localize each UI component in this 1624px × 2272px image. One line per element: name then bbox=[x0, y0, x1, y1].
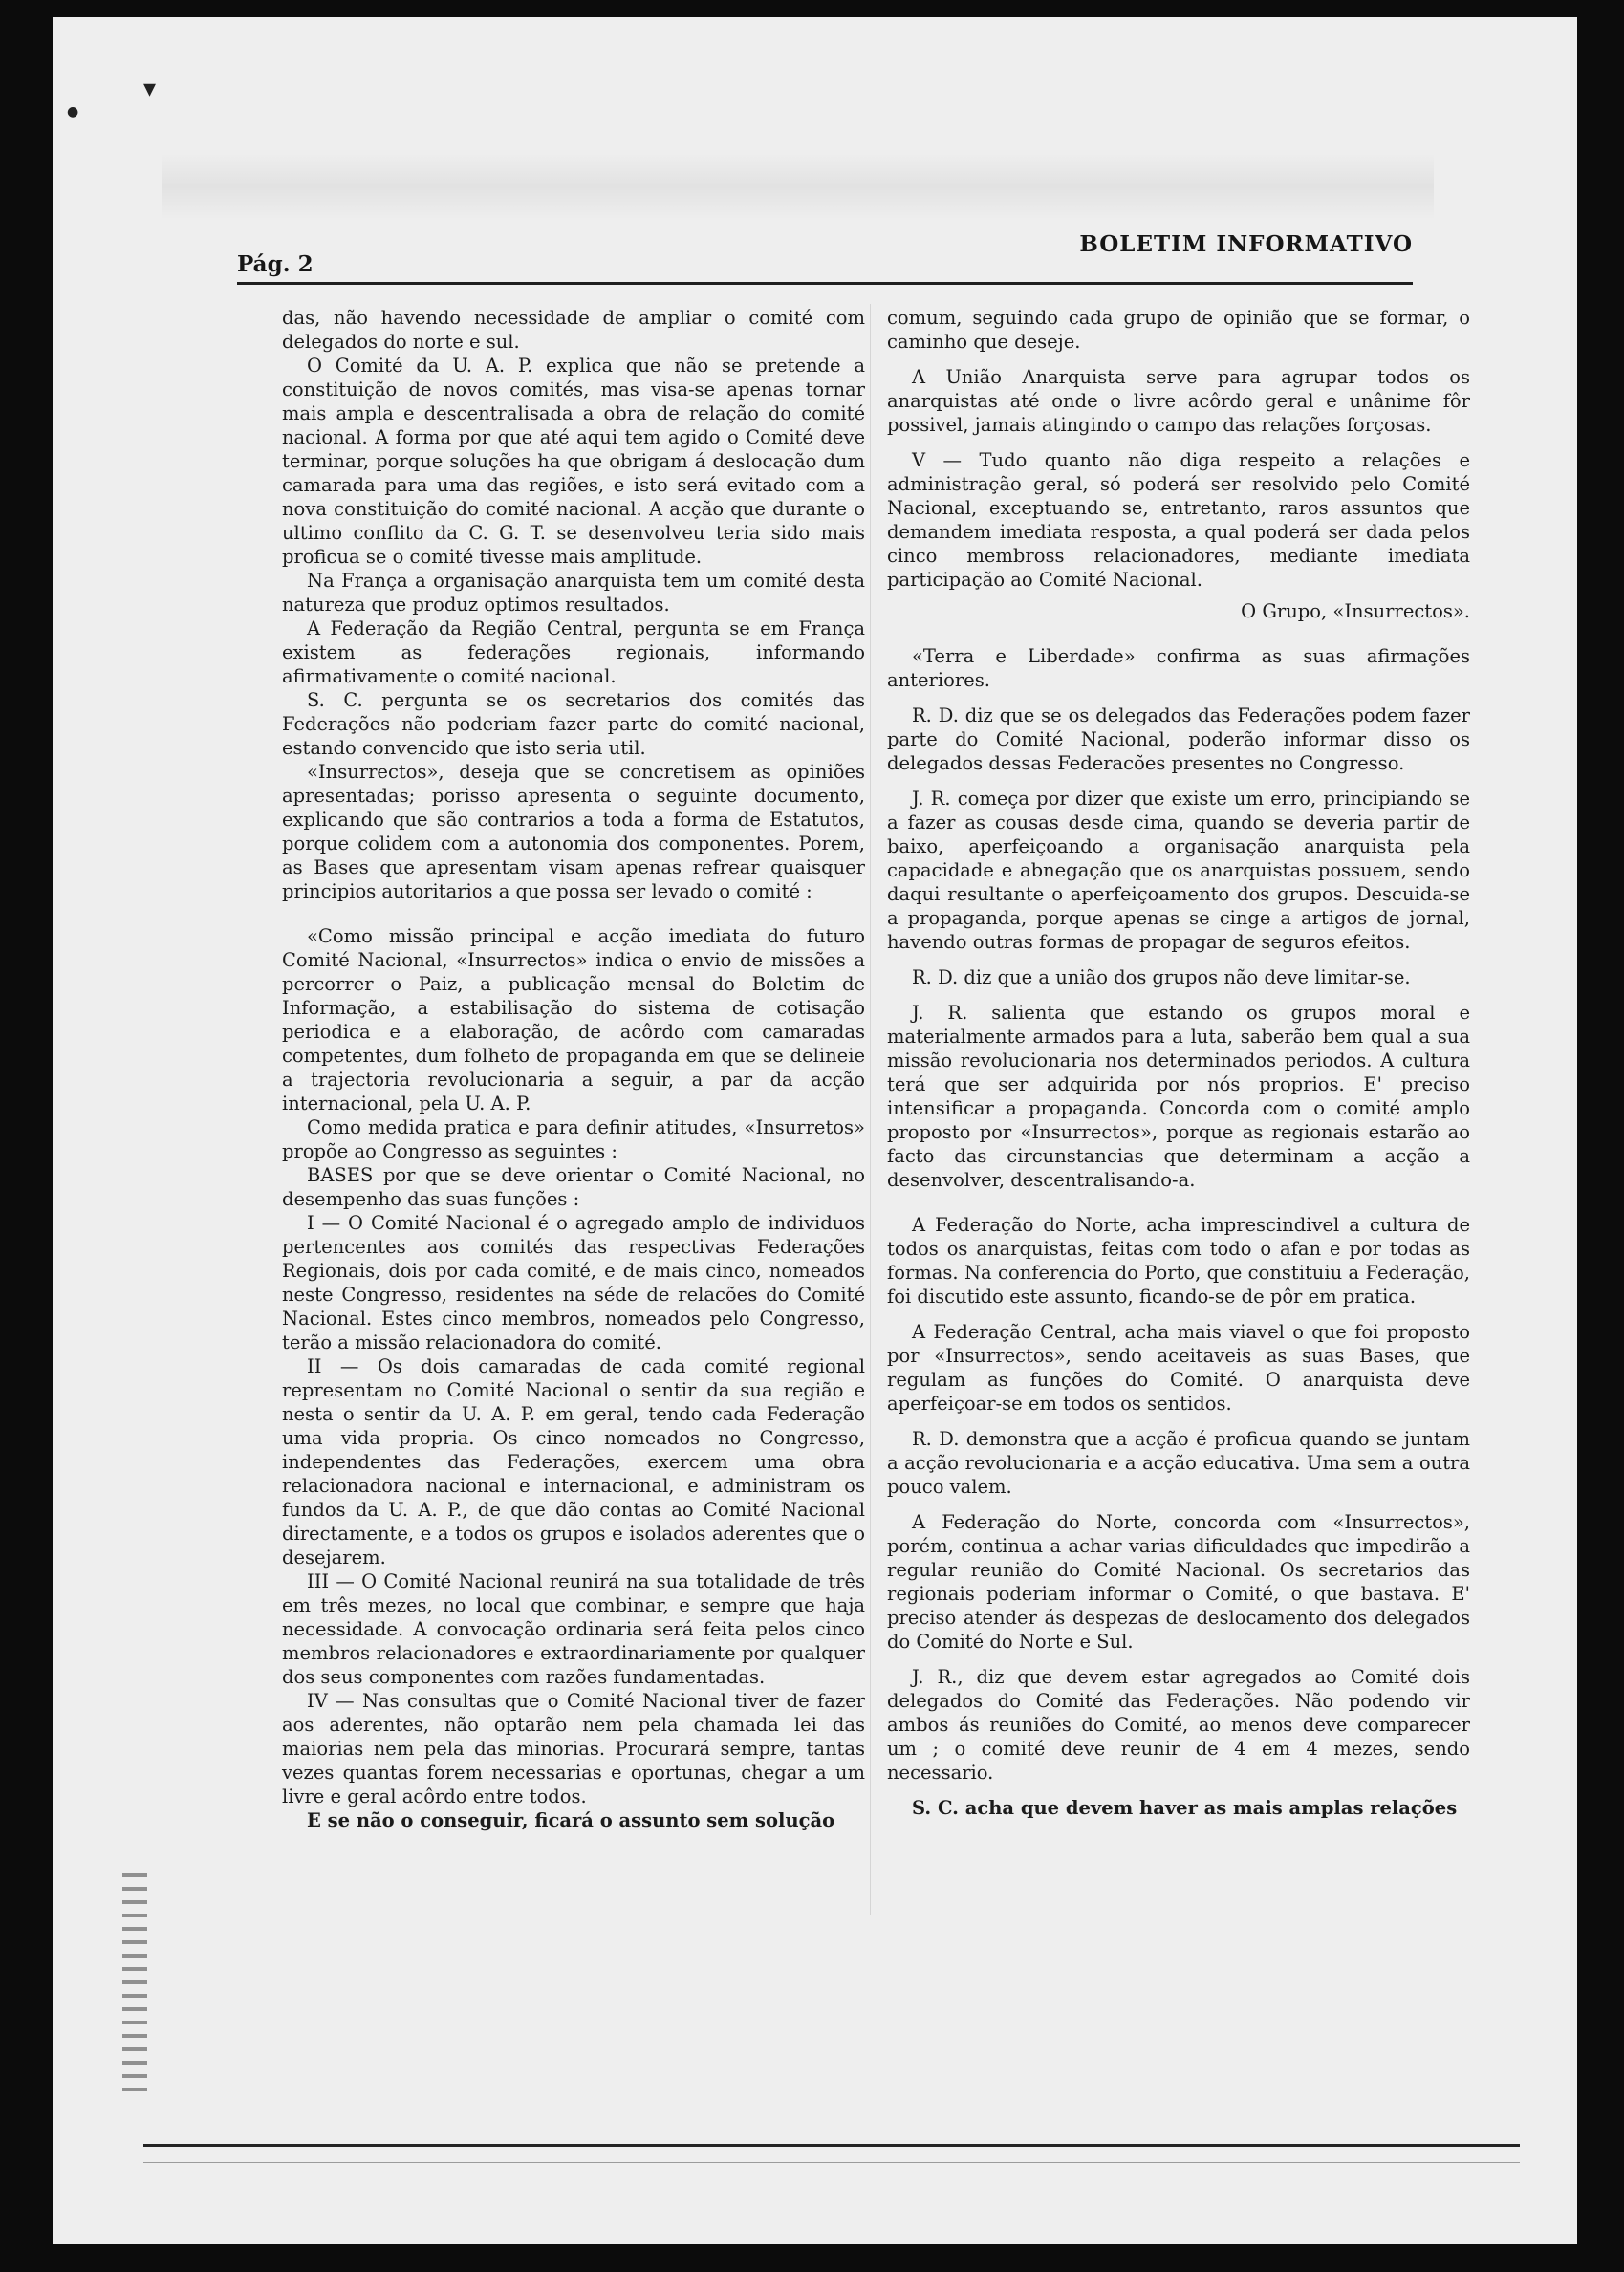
header-rule bbox=[237, 282, 1413, 285]
paragraph: V — Tudo quanto não diga respeito a relações e administração geral, só poderá ser resolvido pelo Comité Nacional, exceptuando se, entretanto, raros assuntos que demandem imediata resposta, a qual poderá ser dada pelos cinco membross relacionadores, mediante imediata participação ao Comité Nacional. bbox=[887, 449, 1470, 591]
paragraph: S. C. acha que devem haver as mais amplas relações bbox=[912, 1797, 1458, 1819]
running-header bbox=[237, 227, 1413, 279]
column-divider bbox=[870, 304, 871, 1915]
paragraph: A União Anarquista serve para agrupar todos os anarquistas até onde o livre acôrdo geral e unânime fôr possivel, jamais atingindo o campo das relações forçosas. bbox=[887, 366, 1470, 436]
paragraph: comum, seguindo cada grupo de opinião que se formar, o caminho que deseje. bbox=[887, 307, 1470, 353]
paragraph: S. C. pergunta se os secretarios dos comités das Federações não poderiam fazer parte do comité nacional, estando convencido que isto seria util. bbox=[282, 689, 865, 759]
paragraph: IV — Nas consultas que o Comité Nacional tiver de fazer aos aderentes, não optarão nem pela chamada lei das maiorias nem pela das minorias. Procurará sempre, tantas vezes quantas forem necessarias e oportunas, chegar a um livre e geral acôrdo entre todos. bbox=[282, 1690, 865, 1807]
paragraph: I — O Comité Nacional é o agregado amplo de individuos pertencentes aos comités das respectivas Federações Regionais, dois por cada comité, e de mais cinco, nomeados neste Congresso, residentes na séde de relacões do Comité Nacional. Estes cinco membros, nomeados pelo Congresso, terão a missão relacionadora do comité. bbox=[282, 1212, 865, 1353]
paragraph: J. R. começa por dizer que existe um erro, principiando se a fazer as cousas desde cima, quando se deveria partir de baixo, aperfeiçoando a organisação anarquista pela capacidade e abnegação que os anarquistas possuem, sendo daqui resultante o aperfeiçoamento dos grupos. Descuida-se a propaganda, porque apenas se cinge a artigos de jornal, havendo outras formas de propagar de seguros efeitos. bbox=[887, 788, 1470, 953]
paragraph: Na França a organisação anarquista tem um comité desta natureza que produz optimos resultados. bbox=[282, 570, 865, 616]
paragraph: O Comité da U. A. P. explica que não se pretende a constituição de novos comités, mas visa-se apenas tornar mais ampla e descentralisada a obra de relação do comité nacional. A forma por que até aqui tem agido o Comité deve terminar, porque soluções ha que obrigam á deslocação dum camarada para uma das regiões, e isto será evitado com a nova constituição do comité nacional. A acção que durante o ultimo conflito da C. G. T. se desenvolveu teria sido mais proficua se o comité tivesse mais amplitude. bbox=[282, 355, 865, 568]
right-column bbox=[887, 306, 1470, 1820]
paragraph: II — Os dois camaradas de cada comité regional representam no Comité Nacional o sentir da sua região e nesta o sentir da U. A. P. em geral, tendo cada Federação uma vida propria. Os cinco nomeados no Congresso, independentes das Federações, exercem uma obra relacionadora nacional e internacional, e administram os fundos da U. A. P., de que dão contas ao Comité Nacional directamente, e a todos os grupos e isolados aderentes que o desejarem. bbox=[282, 1355, 865, 1569]
paragraph: J. R. salienta que estando os grupos moral e materialmente armados para a luta, saberão bem qual a sua missão revolucionaria nos determinados periodos. A cultura terá que ser adquirida por nós proprios. E' preciso intensificar a propaganda. Concorda com o comité amplo proposto por «Insurrectos», porque as regionais estarão ao facto das circunstancias que determinam a acção a desenvolver, descentralisando-a. bbox=[887, 1002, 1470, 1191]
page-shading bbox=[162, 153, 1434, 220]
paragraph: R. D. diz que a união dos grupos não deve limitar-se. bbox=[912, 966, 1411, 988]
ink-dot-mark: ● bbox=[67, 104, 79, 119]
paragraph: «Insurrectos», deseja que se concretisem as opiniões apresentadas; porisso apresenta o seguinte documento, explicando que são contrarios a toda a forma de Estatutos, porque colidem com a autonomia dos componentes. Porem, as Bases que apresentam visam apenas refrear quaisquer principios autoritarios a que possa ser levado o comité : bbox=[282, 761, 865, 902]
paragraph: das, não havendo necessidade de ampliar o comité com delegados do norte e sul. bbox=[282, 307, 865, 353]
paragraph: «Terra e Liberdade» confirma as suas afirmações anteriores. bbox=[887, 645, 1470, 691]
paragraph: R. D. demonstra que a acção é proficua quando se juntam a acção revolucionaria e a acção educativa. Uma sem a outra pouco valem. bbox=[887, 1428, 1470, 1498]
paragraph: A Federação do Norte, acha imprescindivel a cultura de todos os anarquistas, feitas com todo o afan e por todas as formas. Na conferencia do Porto, que constituiu a Federação, foi discutido este assunto, ficando-se de pôr em pratica. bbox=[887, 1214, 1470, 1308]
paragraph: J. R., diz que devem estar agregados ao Comité dois delegados do Comité das Federações. Não podendo vir ambos ás reuniões do Comité, ao menos deve comparecer um ; o comité deve reunir de 4 em 4 mezes, sendo necessario. bbox=[887, 1666, 1470, 1784]
paragraph: R. D. diz que se os delegados das Federações podem fazer parte do Comité Nacional, poderão informar disso os delegados dessas Federacões presentes no Congresso. bbox=[887, 704, 1470, 774]
publication-title: BOLETIM INFORMATIVO bbox=[1079, 231, 1413, 257]
bottom-rule bbox=[143, 2144, 1520, 2147]
page-number: Pág. 2 bbox=[237, 251, 314, 277]
left-column bbox=[282, 306, 865, 1832]
paragraph: III — O Comité Nacional reunirá na sua totalidade de três em três mezes, no local que combinar, e sempre que haja necessidade. A convocação ordinaria será feita pelos cinco membros relacionadores e extraordinariamente por qualquer dos seus componentes com razões fundamentadas. bbox=[282, 1570, 865, 1688]
bottom-rule-thin bbox=[143, 2162, 1520, 2163]
binding-edge-marks bbox=[122, 1873, 147, 2093]
paragraph: «Como missão principal e acção imediata do futuro Comité Nacional, «Insurrectos» indica o envio de missões a percorrer o Paiz, a publicação mensal do Boletim de Informação, a estabilisação do sistema de cotisação periodica e a elaboração, de acôrdo com camaradas competentes, dum folheto de propaganda em que se delineie a trajectoria revolucionaria a seguir, a par da acção internacional, pela U. A. P. bbox=[282, 925, 865, 1114]
ink-speck-mark: ▾ bbox=[143, 75, 157, 103]
paragraph: E se não o conseguir, ficará o assunto sem solução bbox=[307, 1809, 835, 1831]
paragraph: A Federação Central, acha mais viavel o que foi proposto por «Insurrectos», sendo aceitaveis as suas Bases, que regulam as funções do Comité. O anarquista deve aperfeiçoar-se em todos os sentidos. bbox=[887, 1321, 1470, 1415]
paragraph: A Federação do Norte, concorda com «Insurrectos», porém, continua a achar varias dificuldades que impedirão a regular reunião do Comité Nacional. Os secretarios das regionais poderiam informar o Comité, o que bastava. E' preciso atender ás despezas de deslocamento dos delegados do Comité do Norte e Sul. bbox=[887, 1511, 1470, 1653]
signature-line: O Grupo, «Insurrectos». bbox=[1241, 600, 1470, 622]
paragraph: A Federação da Região Central, pergunta se em França existem as federações regionais, informando afirmativamente o comité nacional. bbox=[282, 617, 865, 687]
paragraph: BASES por que se deve orientar o Comité Nacional, no desempenho das suas funções : bbox=[282, 1164, 865, 1210]
paragraph: Como medida pratica e para definir atitudes, «Insurretos» propõe ao Congresso as seguintes : bbox=[282, 1116, 865, 1162]
